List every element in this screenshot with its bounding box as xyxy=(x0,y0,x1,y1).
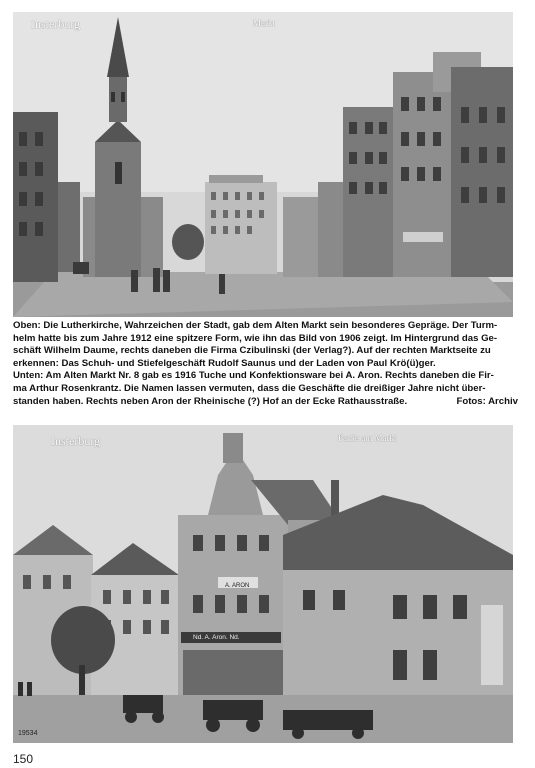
bottom-photo-caption-right: Partie am Markt xyxy=(338,433,397,443)
caption-text xyxy=(13,320,518,408)
photo-partie-am-markt xyxy=(13,425,513,743)
caption-line: helm hatte bis zum Jahre 1912 eine spitzere Form, wie ihn das Bild von 1906 zeigt. Im Hintergrund das Ge- xyxy=(13,332,498,344)
photo-lutherkirche-markt xyxy=(13,12,513,317)
aron-sign: A. ARON xyxy=(225,583,250,589)
bottom-photo-illustration xyxy=(13,425,513,743)
top-photo-caption-right: Markt xyxy=(253,18,275,28)
aron-shop-sign: Nd. A. Aron. Nd. xyxy=(193,634,240,641)
caption-line: erkennen: Das Schuh- und Stiefelgeschäft Rudolf Saunus und der Laden von Paul Krö(ü)ger. xyxy=(13,357,436,369)
plate-number: 19534 xyxy=(18,730,38,737)
top-photo-caption-left: Insterburg xyxy=(31,17,81,31)
bottom-photo-caption-left: Insterburg xyxy=(51,434,101,448)
photo-credit: Fotos: Archiv xyxy=(456,395,518,407)
page-number: 150 xyxy=(13,752,34,766)
caption-line-last: standen haben. Rechts neben Aron der Rheinische (?) Hof an der Ecke Rathausstraße. xyxy=(13,395,408,407)
caption-line: Oben: Die Lutherkirche, Wahrzeichen der Stadt, gab dem Alten Markt sein besonderes Gepräge. Der Turm- xyxy=(13,320,498,331)
caption-line: schäft Wilhelm Daume, rechts daneben die Firma Czibulinski (der Verlag?). Auf der rechten Marktseite zu xyxy=(13,345,491,357)
top-photo-illustration xyxy=(13,12,513,317)
caption-line: Unten: Am Alten Markt Nr. 8 gab es 1916 Tuche und Konfektionsware bei A. Aron. Rechts daneben die Fir- xyxy=(13,370,494,382)
caption-line: ma Arthur Rosenkrantz. Die Namen lassen vermuten, dass die Geschäfte die dreißiger Jahre nicht über- xyxy=(13,382,486,394)
caption-line xyxy=(13,396,518,409)
